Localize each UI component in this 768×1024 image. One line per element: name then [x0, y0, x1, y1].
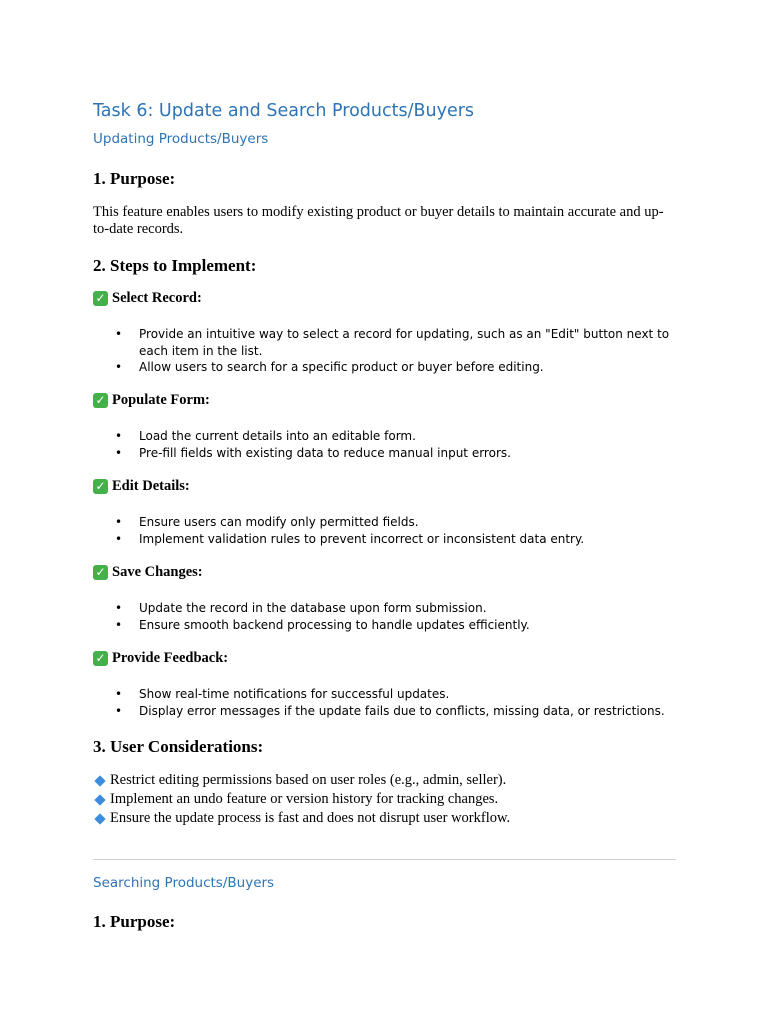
list-item: • Provide an intuitive way to select a record for updating, such as an "Edit" button next to each item in the list.	[115, 327, 670, 358]
list-item: • Display error messages if the update fails due to conflicts, missing data, or restrictions.	[115, 703, 665, 718]
step-label: Select Record:	[112, 290, 202, 306]
check-mark-icon: ✓	[93, 291, 108, 306]
step-edit-details-bullets	[93, 514, 676, 547]
considerations-heading: 3. User Considerations:	[93, 737, 264, 756]
steps-heading: 2. Steps to Implement:	[93, 256, 257, 275]
step-save-changes	[93, 564, 203, 581]
list-item: • Implement validation rules to prevent incorrect or inconsistent data entry.	[115, 531, 585, 546]
step-select-record	[93, 290, 202, 307]
purpose-paragraph: This feature enables users to modify existing product or buyer details to maintain accurate and up-to-date records.	[93, 204, 664, 237]
list-item: Ensure the update process is fast and does not disrupt user workflow.	[93, 809, 676, 828]
bullet-dot-icon: •	[115, 445, 123, 460]
bullet-dot-icon: •	[115, 617, 123, 632]
section-subtitle-updating: Updating Products/Buyers	[93, 131, 269, 147]
list-item: Implement an undo feature or version history for tracking changes.	[93, 790, 676, 809]
step-populate-form-bullets	[93, 428, 676, 461]
list-item: • Ensure users can modify only permitted fields.	[115, 515, 419, 529]
search-purpose-heading: 1. Purpose:	[93, 912, 176, 931]
bullet-dot-icon: •	[115, 360, 123, 374]
step-populate-form	[93, 392, 210, 409]
section-subtitle-searching: Searching Products/Buyers	[93, 875, 275, 891]
list-item: • Show real-time notifications for successful updates.	[115, 687, 450, 701]
step-label: Save Changes:	[112, 564, 203, 580]
list-item: • Load the current details into an editable form.	[115, 429, 416, 443]
check-mark-icon: ✓	[93, 393, 108, 408]
bullet-dot-icon: •	[115, 515, 123, 529]
blue-diamond-icon	[94, 813, 105, 824]
bullet-dot-icon: •	[115, 429, 123, 443]
step-label: Edit Details:	[112, 478, 190, 494]
step-edit-details	[93, 478, 190, 495]
check-mark-icon: ✓	[93, 565, 108, 580]
list-item: • Allow users to search for a specific product or buyer before editing.	[115, 360, 544, 374]
step-provide-feedback-bullets	[93, 686, 676, 719]
check-mark-icon: ✓	[93, 479, 108, 494]
step-provide-feedback	[93, 650, 228, 667]
list-item: • Pre-fill fields with existing data to reduce manual input errors.	[115, 445, 511, 460]
horizontal-divider	[93, 859, 676, 860]
bullet-dot-icon: •	[115, 327, 123, 341]
step-select-record-bullets	[93, 326, 676, 376]
document-title: Task 6: Update and Search Products/Buyers	[93, 101, 475, 121]
bullet-dot-icon: •	[115, 687, 123, 701]
list-item: • Ensure smooth backend processing to handle updates efficiently.	[115, 617, 530, 632]
list-item: • Update the record in the database upon form submission.	[115, 601, 487, 615]
step-save-changes-bullets	[93, 600, 676, 633]
check-mark-icon: ✓	[93, 651, 108, 666]
list-item: Restrict editing permissions based on user roles (e.g., admin, seller).	[93, 771, 676, 790]
step-label: Provide Feedback:	[112, 650, 229, 666]
bullet-dot-icon: •	[115, 531, 123, 546]
purpose-heading: 1. Purpose:	[93, 169, 176, 188]
considerations-list	[93, 771, 676, 828]
blue-diamond-icon	[94, 775, 105, 786]
bullet-dot-icon: •	[115, 601, 123, 615]
bullet-dot-icon: •	[115, 703, 123, 718]
blue-diamond-icon	[94, 794, 105, 805]
step-label: Populate Form:	[112, 392, 210, 408]
